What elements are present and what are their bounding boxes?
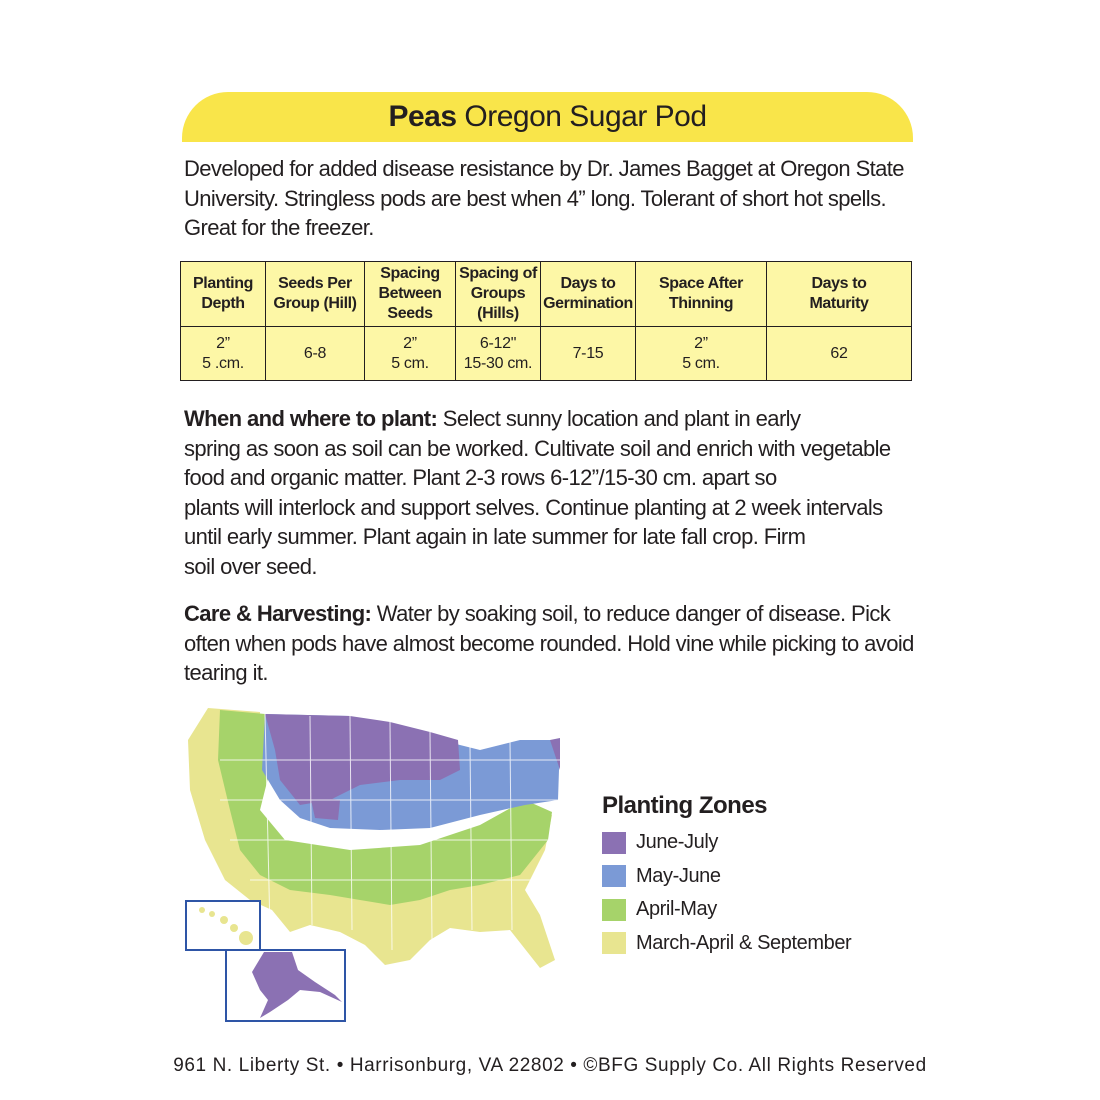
planting-specs-table — [180, 261, 912, 381]
value-spacing-of-groups: 6-12" 15-30 cm. — [456, 327, 541, 381]
legend-label: March-April & September — [636, 931, 852, 954]
legend-swatch-blue — [602, 865, 626, 887]
legend-item — [602, 826, 851, 860]
legend-title: Planting Zones — [602, 792, 768, 819]
care-heading: Care & Harvesting: — [184, 601, 372, 626]
header-seeds-per-group: Seeds Per Group (Hill) — [266, 262, 365, 327]
legend-label: May-June — [636, 864, 721, 887]
table-header-row — [181, 262, 912, 327]
title-banner — [182, 92, 913, 142]
page-title — [182, 100, 913, 134]
header-planting-depth: Planting Depth — [181, 262, 266, 327]
when-heading: When and where to plant: — [184, 406, 438, 431]
legend-item — [602, 860, 851, 894]
legend-label: June-July — [636, 831, 718, 854]
header-spacing-between-seeds: Spacing Between Seeds — [365, 262, 456, 327]
value-seeds-per-group: 6-8 — [266, 327, 365, 381]
care-harvesting-section: Care & Harvesting: Water by soaking soil, to reduce danger of disease. Pick often when pods have almost become rounded. Hold vine while picking to avoid tearing it. — [184, 601, 914, 685]
intro-line: Great for the freezer. — [184, 215, 374, 240]
legend-swatch-yellow — [602, 932, 626, 954]
legend-swatch-green — [602, 899, 626, 921]
value-days-to-germination: 7-15 — [541, 327, 636, 381]
legend-item — [602, 927, 851, 961]
value-space-after-thinning: 2” 5 cm. — [636, 327, 767, 381]
header-spacing-of-groups: Spacing of Groups (Hills) — [456, 262, 541, 327]
header-space-after-thinning: Space After Thinning — [636, 262, 767, 327]
planting-zones-map — [180, 700, 560, 1025]
legend-label: April-May — [636, 898, 717, 921]
intro-line: Developed for added disease resistance by Dr. James Bagget at Oregon State — [184, 156, 904, 181]
header-days-to-germination: Days to Germination — [541, 262, 636, 327]
legend-swatch-purple — [602, 832, 626, 854]
value-planting-depth: 2” 5 .cm. — [181, 327, 266, 381]
header-days-to-maturity: Days to Maturity — [767, 262, 912, 327]
footer-address: 961 N. Liberty St. • Harrisonburg, VA 22802 • ©BFG Supply Co. All Rights Reserved — [173, 1055, 927, 1076]
when-where-section: When and where to plant: Select sunny location and plant in early spring as soon as soil can be worked. Cultivate soil and enrich with vegetable food and organic matter. Plant 2-3 rows 6-12”/15-30 cm. apart so plants will interlock and support selves. Continue planting at 2 week intervals until early summer. Plant again in late summer for late fall crop. Firm soil over seed. — [184, 406, 891, 579]
intro-paragraph — [184, 154, 904, 243]
legend-item — [602, 893, 851, 927]
value-spacing-between-seeds: 2” 5 cm. — [365, 327, 456, 381]
title-crop: Peas — [388, 100, 457, 133]
value-days-to-maturity: 62 — [767, 327, 912, 381]
intro-line: University. Stringless pods are best when 4” long. Tolerant of short hot spells. — [184, 185, 887, 211]
planting-zones-legend — [602, 792, 851, 960]
title-variety: Oregon Sugar Pod — [464, 100, 707, 133]
table-row — [181, 327, 912, 381]
